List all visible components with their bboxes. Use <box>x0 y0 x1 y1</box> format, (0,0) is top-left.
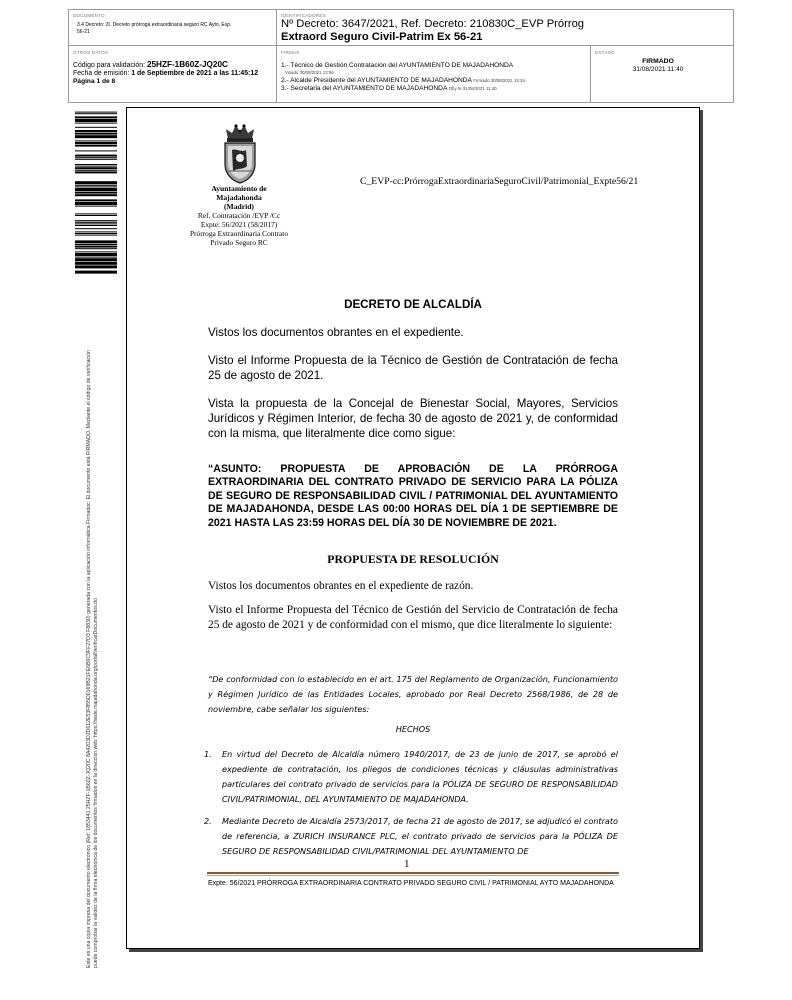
item-1-number: 1. <box>204 749 212 759</box>
quote-paragraph: “De conformidad con lo establecido en el art. 175 del Reglamento de Organización, Funcionamiento y Régimen Jurídico de las Entidades Locales, aprobado por Real Decreto 2568/1986, de 28 de noviembre, cabe señalar los siguientes: <box>208 674 618 714</box>
item-1-text: En virtud del Decreto de Alcaldía número 1940/2017, de 23 de junio de 2017, se aprobó el expediente de contratación, los pliegos de condiciones técnicas y cláusulas administrativas particulares del contrato privado de servicios para la PÓLIZA DE SEGURO DE RESPONSABILIDAD CIVIL/PATRIMONIAL, DEL AYUNTAMIENTO DE MAJADAHONDA. <box>222 749 618 804</box>
otros-label: OTROS DATOS <box>73 50 109 55</box>
codigo-value: 25HZF-1B60Z-JQ20C <box>146 60 228 69</box>
crest-ref-3: Prórroga Extraordinaria Contrato <box>189 229 289 238</box>
firma-3 <box>281 85 497 93</box>
estado-date: 31/08/2021 11:40 <box>632 66 684 73</box>
firma-3-sub: Dby fe 31/08/2021 11:40 <box>448 86 497 91</box>
item-2-text: Mediante Decreto de Alcaldía 2573/2017, de fecha 21 de agosto de 2017, se adjudicó el contrato de referencia, a ZURICH INSURANCE PLC, el contrato privado de servicios para la PÓLIZA DE SEGURO DE RESPONSABILIDAD CIVIL/PATRIMONIAL DEL AYUNTAMIENTO DE <box>222 816 618 856</box>
firmas-colon: : <box>281 56 283 62</box>
verification-side-text-2: puede comprobar la validez de la firma electrónica de los documentos firmados en la dirección web: https://sede.majadahonda.org/portal/verificarDocumentos.do <box>93 598 99 968</box>
page-number: 1 <box>404 858 410 870</box>
firma-1 <box>281 62 513 70</box>
paragraph-4: Vistos los documentos obrantes en el expediente de razón. <box>208 580 474 592</box>
crest-ayto: Ayuntamiento de <box>211 184 267 193</box>
paragraph-2: Visto el Informe Propuesta de la Técnico de Gestión de Contratación de fecha 25 de agosto de 2021. <box>208 354 618 382</box>
crest-ref-1: Ref. Contratación /EVP /Cc <box>197 211 281 220</box>
barcode-image <box>75 110 117 275</box>
estado-cell <box>591 46 733 102</box>
firma-2-sub: Firmado 30/08/2021 15:34 <box>473 78 525 83</box>
firmas-label: FIRMAS <box>281 50 300 55</box>
identificadores-cell <box>277 10 733 46</box>
crest-city: Majadahonda <box>216 193 262 202</box>
crest-caption <box>168 184 310 211</box>
documento-text: 3.4 Decreto: 2I. Decreto prórroga extraordinaria seguro RC Ayto. Exp. 56-21 <box>77 22 232 35</box>
document-reference: C_EVP-cc:PrórrogaExtraordinariaSeguroCivil/Patrimonial_Expte56/21 <box>360 176 639 187</box>
crest-region: (Madrid) <box>224 202 254 211</box>
firma-2-text: 2.- Alcalde Presidente del AYUNTAMIENTO DE MAJADAHONDA <box>281 77 472 84</box>
footer-rule-bottom <box>207 875 619 876</box>
pagina: Página 1 de 8 <box>73 78 116 85</box>
firma-2 <box>281 77 525 85</box>
hechos-heading: HECHOS <box>395 724 431 734</box>
page-title: DECRETO DE ALCALDÍA <box>344 298 482 311</box>
documento-cell <box>69 10 277 46</box>
firma-1-text: 1.- Técnico de Gestión Contratación del AYUNTAMIENTO DE MAJADAHONDA <box>281 62 514 69</box>
firma-3-text: 3.- Secretaria del AYUNTAMIENTO DE MAJADAHONDA <box>281 85 447 92</box>
coat-of-arms-icon <box>220 122 260 184</box>
paragraph-5: Visto el Informe Propuesta del Técnico de Gestión del Servicio de Contratación de fecha 25 de agosto de 2021 y de conformidad con el mismo, que dice literalmente lo siguiente: <box>208 604 618 631</box>
decree-number-line: Nº Decreto: 3647/2021, Ref. Decreto: 210830C_EVP Prórrog <box>281 18 585 30</box>
paragraph-1: Vistos los documentos obrantes en el expediente. <box>208 326 464 339</box>
firma-1-sub: Visado 30/08/2021 12:56 <box>285 70 334 75</box>
fecha-label: Fecha de emisión: <box>73 70 130 77</box>
estado-value: FIRMADO <box>642 58 674 65</box>
propuesta-title: PROPUESTA DE RESOLUCIÓN <box>327 552 499 566</box>
crest-refs <box>168 211 310 247</box>
otros-datos-cell <box>69 46 277 102</box>
fecha-value: 1 de Septiembre de 2021 a las 11:45:12 <box>131 70 259 77</box>
footer-text: Expte. 56/2021 PRÓRROGA EXTRAORDINARIA CONTRATO PRIVADO SEGURO CIVIL / PATRIMONIAL AYTO MAJADAHONDA <box>208 880 614 887</box>
item-2-number: 2. <box>204 816 212 826</box>
documento-label: DOCUMENTO <box>73 13 105 18</box>
firmas-cell <box>277 46 591 102</box>
estado-label: ESTADO <box>595 50 615 55</box>
crest-ref-2: Expte: 56/2021 (58/2017) <box>200 220 278 229</box>
asunto-block: “ASUNTO: PROPUESTA DE APROBACIÓN DE LA PRÓRROGA EXTRAORDINARIA DEL CONTRATO PRIVADO DE SERVICIO PARA LA PÓLIZA DE SEGURO DE RESPONSABILIDAD CIVIL / PATRIMONIAL DEL AYUNTAMIENTO DE MAJADAHONDA, DESDE LAS 00:00 HORAS DEL DÍA 1 DE SEPTIEMBRE DE 2021 HASTA LAS 23:59 HORAS DEL DÍA 30 DE NOVIEMBRE DE 2021. <box>208 463 618 529</box>
footer-rule-top <box>207 872 619 874</box>
codigo-label: Código para validación: <box>73 62 146 69</box>
verification-side-text-1: Este es una copia impresa del documento electrónico (Ref: 1853441 25HZF-1B60Z-JQ20C 8A4203D2D612E53F855D0169B21FE6B6C9FF27D3 F8830) generada con la aplicación informática Firmadoc. El documento está FIRMADO. Mediante el código de verificación <box>86 350 92 968</box>
crest-ref-4: Privado Seguro RC <box>210 238 268 247</box>
signature-header <box>68 9 734 103</box>
identificadores-label: IDENTIFICADORES <box>281 13 326 18</box>
paragraph-3: Vista la propuesta de la Concejal de Bienestar Social, Mayores, Servicios Jurídicos y Régimen Interior, de fecha 30 de agosto de 2021 y, de conformidad con la misma, que literalmente dice como sigue: <box>208 397 618 440</box>
decree-ref-line: Extraord Seguro Civil-Patrim Ex 56-21 <box>281 31 483 43</box>
